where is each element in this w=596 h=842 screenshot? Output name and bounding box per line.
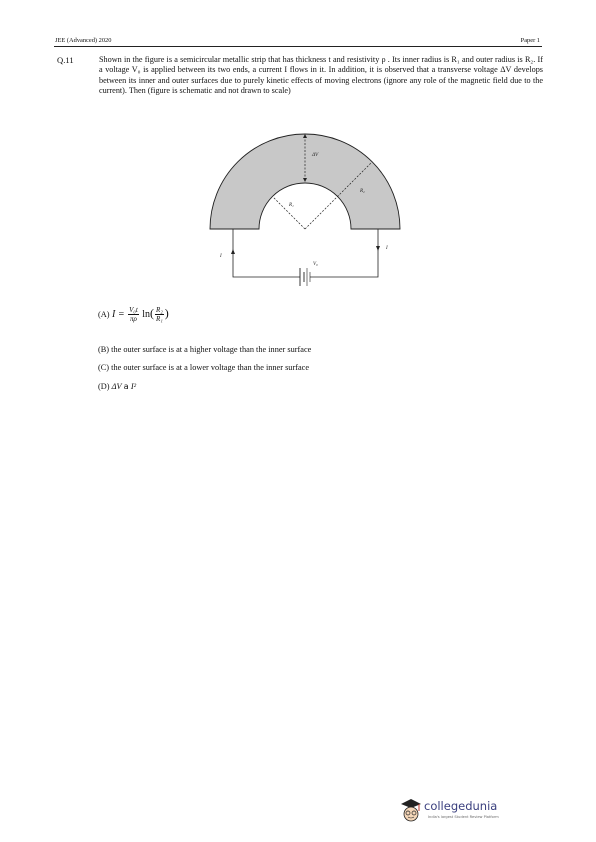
r1-radius-line <box>273 197 305 229</box>
option-c: (C) the outer surface is at a lower voltage than the inner surface <box>98 363 310 372</box>
option-a-open-paren: ( <box>150 306 155 320</box>
option-a-arg-denominator: R₁ <box>156 315 163 324</box>
option-d-expression: ΔV <box>111 382 122 391</box>
header-paper-label: Paper 1 <box>520 37 540 44</box>
option-a-coef-numerator: V₀t <box>129 306 138 315</box>
header-exam-title: JEE (Advanced) 2020 <box>55 37 112 44</box>
option-b: (B) the outer surface is at a higher voltage than the inner surface <box>98 345 312 354</box>
circuit-wire-right <box>310 229 378 277</box>
circuit-wire <box>233 229 300 277</box>
option-a-argument <box>155 306 164 323</box>
option-a-arg-numerator: R₂ <box>156 306 163 315</box>
header-rule <box>54 46 542 47</box>
option-a <box>98 306 169 323</box>
option-a-close-paren: ) <box>164 306 169 320</box>
semicircular-strip-figure <box>200 132 410 292</box>
collegedunia-logo <box>398 796 518 828</box>
question-number: Q.11 <box>57 55 74 65</box>
logo-wordmark: collegedunia <box>424 799 498 813</box>
v0-label: V₀ <box>313 262 318 267</box>
option-a-ln: ln <box>142 309 151 320</box>
r2-label: R₂ <box>360 189 365 194</box>
delta-v-label: ΔV <box>312 152 319 158</box>
option-a-prefix: (A) <box>98 310 110 319</box>
option-a-coef-denominator: πρ <box>130 315 137 324</box>
option-d <box>98 381 136 391</box>
current-label-right: I <box>386 246 388 251</box>
graduate-mascot-icon <box>398 796 424 826</box>
option-d-prefix: (D) <box>98 382 110 391</box>
current-arrow-right-icon <box>376 246 380 251</box>
r1-label: R₁ <box>289 203 294 208</box>
current-label-left: I <box>220 254 222 259</box>
logo-tagline: India's largest Student Review Platform <box>428 815 499 819</box>
option-a-lhs: I = <box>112 309 125 320</box>
question-text: Shown in the figure is a semicircular metallic strip that has thickness t and resistivity ρ . Its inner radius is R₁ and outer radius is R₂. If a voltage V₀ is applied between its two ends, a current I flows in it. In addition, it is observed that a transverse voltage ΔV develops between its inner and outer surfaces due to purely kinetic effects of moving electrons (ignore any role of the magnetic field due to the current). Then (figure is schematic and not drawn to scale) <box>99 55 543 96</box>
current-arrow-left-icon <box>231 249 235 254</box>
option-d-relation: a <box>123 381 129 391</box>
option-a-coefficient <box>128 306 139 323</box>
option-d-rhs: I² <box>130 382 137 391</box>
